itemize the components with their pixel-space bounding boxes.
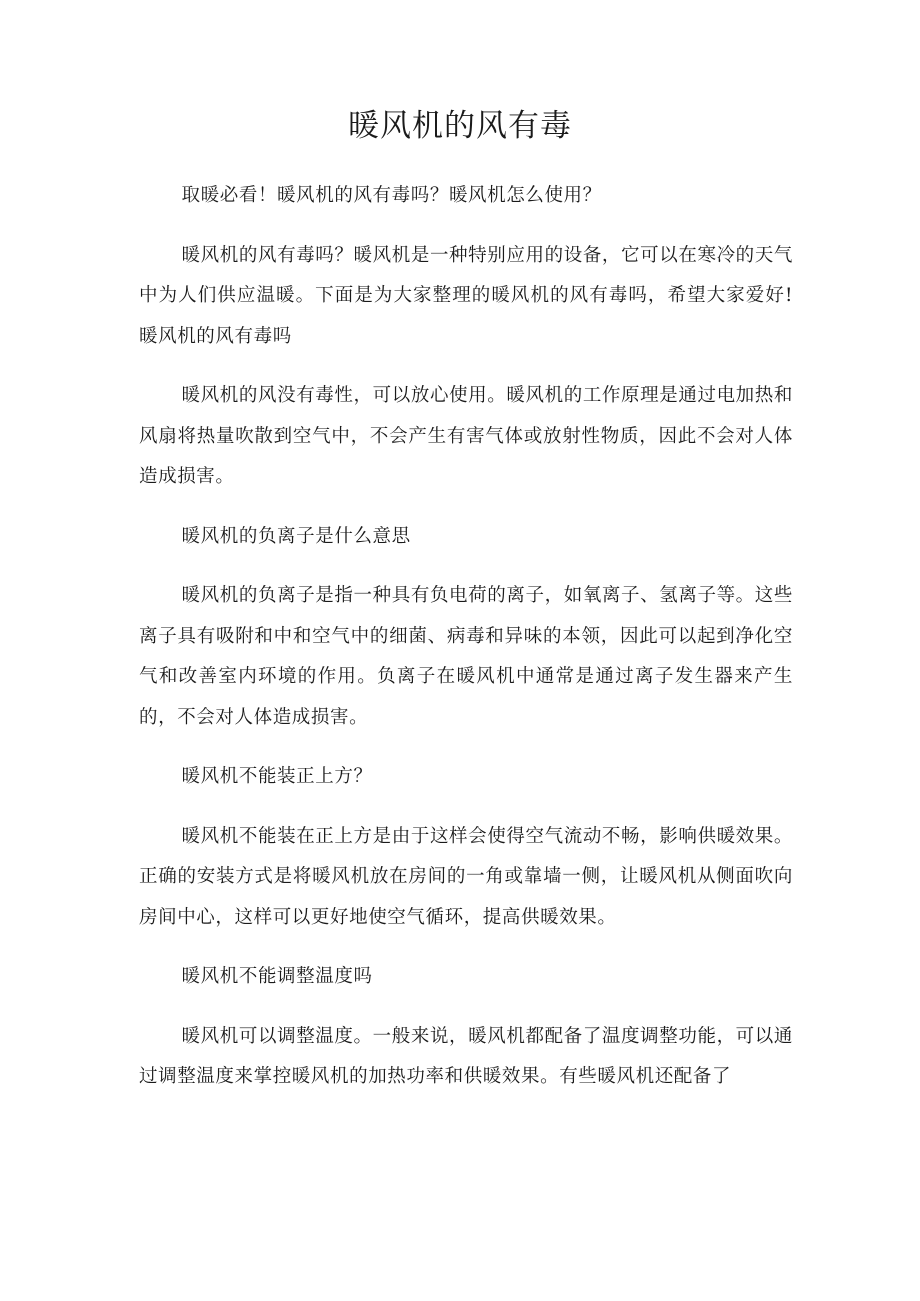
paragraph-installation: 暖风机不能装在正上方是由于这样会使得空气流动不畅，影响供暖效果。正确的安装方式是将暖风机放在房间的一角或靠墙一侧，让暖风机从侧面吹向房间中心，这样可以更好地使空气循环，提高供暖效果。 [139,825,793,928]
paragraph-toxic-question: 暖风机的风有毒吗？暖风机是一种特别应用的设备，它可以在寒冷的天气中为人们供应温暖。下面是为大家整理的暖风机的风有毒吗，希望大家爱好!暖风机的风有毒吗 [139,244,793,347]
paragraph-intro-line: 取暖必看！暖风机的风有毒吗？暖风机怎么使用？ [181,185,602,206]
document-body [139,176,793,1117]
heading-negative-ions: 暖风机的负离子是什么意思 [181,525,411,547]
paragraph-temperature: 暖风机可以调整温度。一般来说，暖风机都配备了温度调整功能，可以通过调整温度来掌控暖风机的加热功率和供暖效果。有些暖风机还配备了 [139,1025,793,1087]
paragraph-not-toxic: 暖风机的风没有毒性，可以放心使用。暖风机的工作原理是通过电加热和风扇将热量吹散到空气中，不会产生有害气体或放射性物质，因此不会对人体造成损害。 [139,385,793,487]
document-title: 暖风机的风有毒 [348,108,572,144]
heading-temperature: 暖风机不能调整温度吗 [181,966,373,987]
heading-installation: 暖风机不能装正上方？ [181,766,373,787]
paragraph-negative-ions: 暖风机的负离子是指一种具有负电荷的离子，如氧离子、氢离子等。这些离子具有吸附和中和空气中的细菌、病毒和异味的本领，因此可以起到净化空气和改善室内环境的作用。负离子在暖风机中通常是通过离子发生器来产生的，不会对人体造成损害。 [139,585,793,728]
